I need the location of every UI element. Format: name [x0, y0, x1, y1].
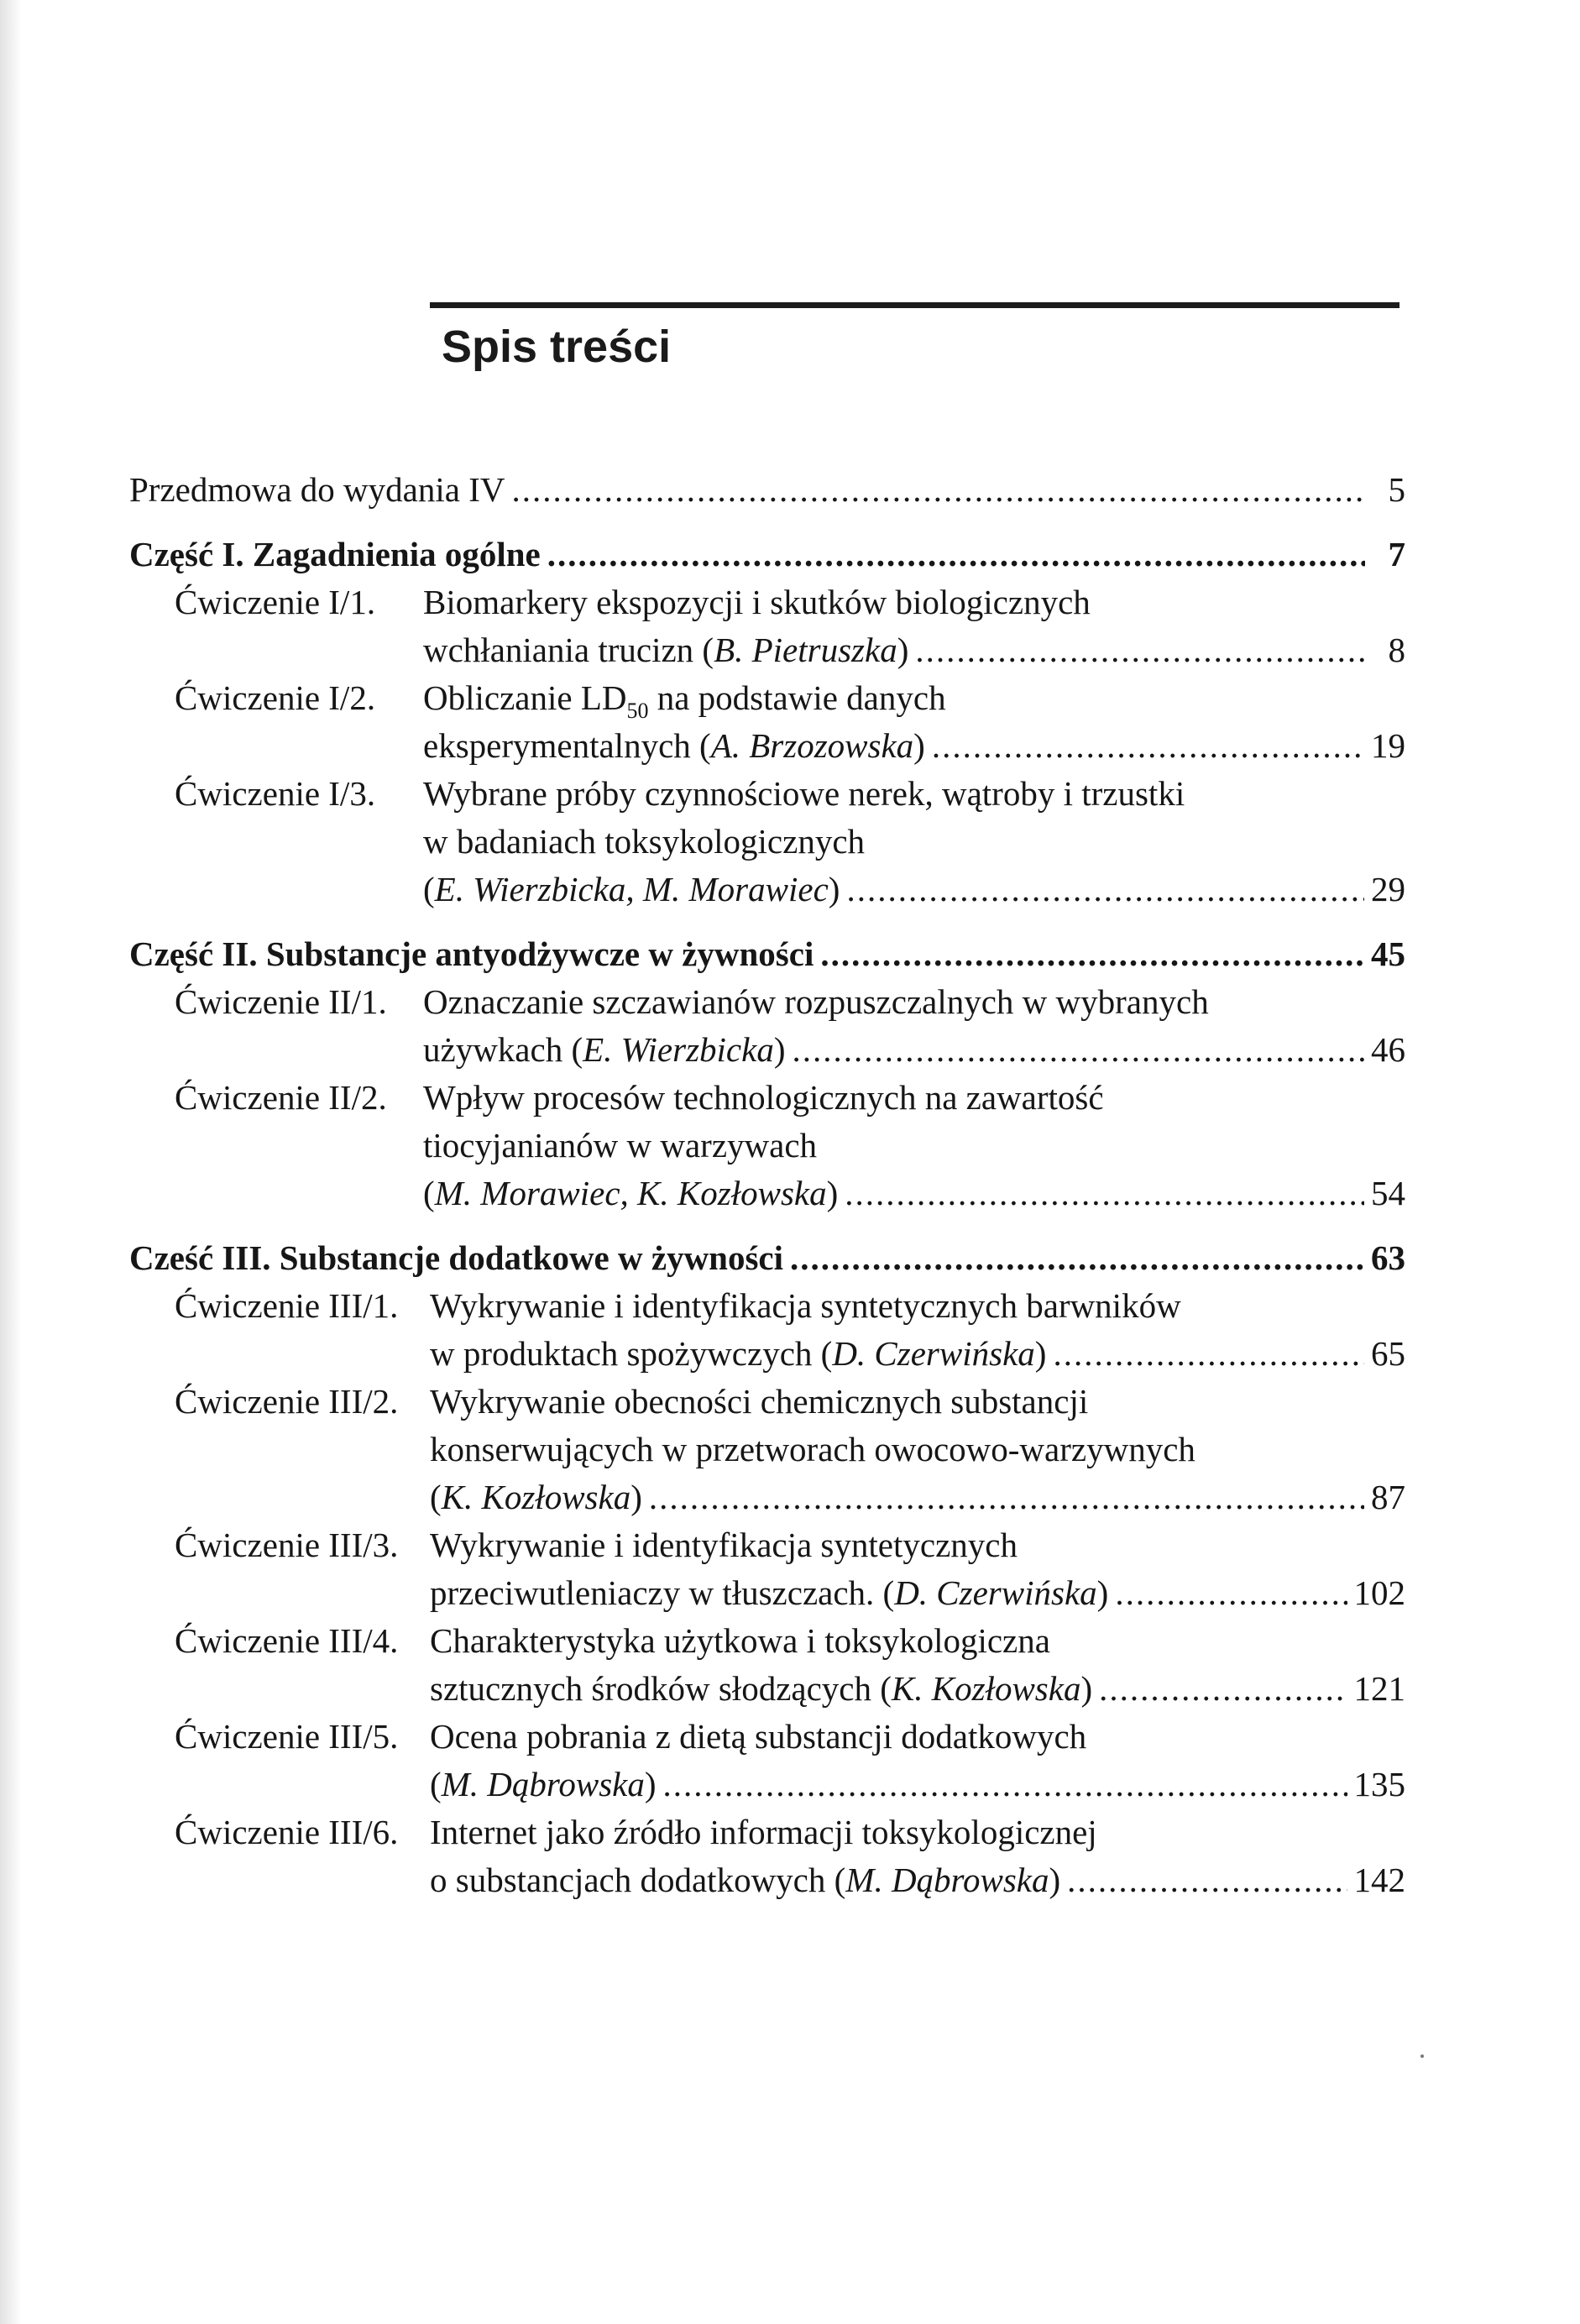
- exercise-label: Ćwiczenie I/2.: [175, 678, 376, 717]
- toc-part-2[interactable]: [129, 930, 1405, 978]
- exercise-label: Ćwiczenie III/2.: [175, 1382, 399, 1421]
- scan-speck: [1420, 2054, 1424, 2058]
- exercise-title-line: (E. Wierzbicka, M. Morawiec): [423, 870, 840, 908]
- toc-page-number: 54: [1371, 1174, 1405, 1212]
- exercise-author: K. Kozłowska: [891, 1669, 1081, 1708]
- exercise-author: B. Pietruszka: [714, 631, 897, 669]
- exercise-label: Ćwiczenie II/1.: [175, 982, 387, 1021]
- toc-exercise-3-1[interactable]: [129, 1282, 1405, 1378]
- exercise-title-line: sztucznych środków słodzących (K. Kozłowska): [430, 1669, 1093, 1708]
- leader-dots: [649, 1473, 1364, 1521]
- leader-dots: [790, 1234, 1364, 1282]
- toc-page-number: 102: [1353, 1573, 1405, 1612]
- leader-dots: [846, 866, 1364, 913]
- exercise-author: M. Dąbrowska: [845, 1861, 1049, 1899]
- toc-exercise-2-2[interactable]: [129, 1074, 1405, 1217]
- exercise-title-line: wchłaniania trucizn (B. Pietruszka): [423, 631, 909, 669]
- exercise-title-line: (M. Dąbrowska): [430, 1765, 657, 1803]
- exercise-title-line: o substancjach dodatkowych (M. Dąbrowska): [430, 1861, 1061, 1899]
- page-edge-shadow: [0, 0, 22, 2324]
- leader-dots: [932, 722, 1364, 770]
- table-of-contents: [129, 466, 1405, 1904]
- leader-dots: [1115, 1569, 1347, 1617]
- exercise-label: Ćwiczenie I/1.: [175, 583, 376, 621]
- exercise-label: Ćwiczenie I/3.: [175, 774, 376, 813]
- exercise-author: E. Wierzbicka, M. Morawiec: [434, 870, 829, 908]
- toc-exercise-1-2[interactable]: [129, 674, 1405, 770]
- toc-exercise-3-5[interactable]: [129, 1713, 1405, 1808]
- toc-part-title: Część I. Zagadnienia ogólne: [129, 535, 541, 573]
- toc-page-number: 5: [1388, 470, 1405, 509]
- exercise-title-line: tiocyjanianów w warzywach: [423, 1126, 818, 1165]
- leader-dots: [845, 1170, 1364, 1217]
- toc-page-number: 46: [1371, 1030, 1405, 1069]
- exercise-label: Ćwiczenie III/6.: [175, 1813, 399, 1851]
- exercise-title-line: Wykrywanie obecności chemicznych substancji: [430, 1382, 1089, 1421]
- toc-page-number: 65: [1371, 1334, 1405, 1373]
- exercise-title-line: Obliczanie $LD_{50}$ na podstawie danych: [423, 678, 946, 723]
- page-title: Spis treści: [442, 322, 672, 372]
- exercise-title-line: Biomarkery ekspozycji i skutków biologicznych: [423, 583, 1091, 621]
- toc-page-number: 7: [1388, 535, 1405, 573]
- exercise-title-line: przeciwutleniaczy w tłuszczach. (D. Czerwińska): [430, 1573, 1109, 1612]
- toc-page-number: 121: [1353, 1669, 1405, 1708]
- exercise-title-line: (K. Kozłowska): [430, 1478, 642, 1516]
- toc-part-1[interactable]: [129, 531, 1405, 578]
- leader-dots: [1099, 1665, 1347, 1713]
- leader-dots: [547, 531, 1365, 578]
- exercise-title-line: w produktach spożywczych (D. Czerwińska): [430, 1334, 1047, 1373]
- toc-page-number: 29: [1371, 870, 1405, 908]
- exercise-title-line: Wykrywanie i identyfikacja syntetycznych: [430, 1526, 1018, 1564]
- toc-page-number: 19: [1371, 726, 1405, 765]
- toc-exercise-1-1[interactable]: [129, 578, 1405, 674]
- toc-exercise-3-6[interactable]: [129, 1808, 1405, 1904]
- toc-page-number: 45: [1371, 934, 1405, 973]
- exercise-author: M. Morawiec, K. Kozłowska: [434, 1174, 827, 1212]
- toc-exercise-2-1[interactable]: [129, 978, 1405, 1074]
- toc-exercise-3-4[interactable]: [129, 1617, 1405, 1713]
- exercise-author: D. Czerwińska: [832, 1334, 1035, 1373]
- exercise-title-line: (M. Morawiec, K. Kozłowska): [423, 1174, 839, 1212]
- exercise-title-line: w badaniach toksykologicznych: [423, 822, 866, 861]
- leader-dots: [511, 466, 1365, 514]
- title-rule: [430, 302, 1400, 308]
- leader-dots: [820, 930, 1364, 978]
- toc-page-number: 142: [1353, 1861, 1405, 1899]
- leader-dots: [663, 1761, 1347, 1808]
- toc-page-number: 135: [1353, 1765, 1405, 1803]
- exercise-title-line: Wykrywanie i identyfikacja syntetycznych barwników: [430, 1286, 1181, 1325]
- toc-entry-preface[interactable]: [129, 466, 1405, 514]
- toc-page-number: 63: [1371, 1238, 1405, 1277]
- exercise-label: Ćwiczenie III/1.: [175, 1286, 399, 1325]
- exercise-title-line: Internet jako źródło informacji toksykologicznej: [430, 1813, 1097, 1851]
- exercise-author: M. Dąbrowska: [441, 1765, 645, 1803]
- exercise-label: Ćwiczenie III/4.: [175, 1621, 399, 1660]
- exercise-label: Ćwiczenie III/5.: [175, 1717, 399, 1756]
- exercise-label: Ćwiczenie III/3.: [175, 1526, 399, 1564]
- toc-exercise-1-3[interactable]: [129, 770, 1405, 913]
- toc-entry-text: Przedmowa do wydania IV: [129, 470, 505, 509]
- leader-dots: [1053, 1330, 1364, 1378]
- leader-dots: [1067, 1856, 1347, 1904]
- leader-dots: [793, 1026, 1365, 1074]
- exercise-title-line: eksperymentalnych (A. Brzozowska): [423, 726, 925, 765]
- exercise-title-line: konserwujących w przetworach owocowo-warzywnych: [430, 1430, 1195, 1468]
- toc-page-number: 8: [1388, 631, 1405, 669]
- toc-exercise-3-2[interactable]: [129, 1378, 1405, 1521]
- exercise-title-line: Wybrane próby czynnościowe nerek, wątroby i trzustki: [423, 774, 1185, 813]
- toc-part-title: Część II. Substancje antyodżywcze w żywności: [129, 934, 814, 973]
- exercise-author: A. Brzozowska: [710, 726, 914, 765]
- exercise-author: D. Czerwińska: [894, 1573, 1097, 1612]
- exercise-title-line: Wpływ procesów technologicznych na zawartość: [423, 1078, 1104, 1117]
- toc-exercise-3-3[interactable]: [129, 1521, 1405, 1617]
- leader-dots: [915, 626, 1365, 674]
- subscript-50: 50: [626, 699, 649, 723]
- exercise-author: K. Kozłowska: [441, 1478, 631, 1516]
- exercise-title-line: Charakterystyka użytkowa i toksykologiczna: [430, 1621, 1050, 1660]
- toc-part-3[interactable]: [129, 1234, 1405, 1282]
- toc-part-title: Cześć III. Substancje dodatkowe w żywności: [129, 1238, 784, 1277]
- exercise-title-line: Oznaczanie szczawianów rozpuszczalnych w wybranych: [423, 982, 1209, 1021]
- toc-page-number: 87: [1371, 1478, 1405, 1516]
- exercise-title-line: używkach (E. Wierzbicka): [423, 1030, 786, 1069]
- exercise-author: E. Wierzbicka: [583, 1030, 774, 1069]
- exercise-title-line: Ocena pobrania z dietą substancji dodatkowych: [430, 1717, 1087, 1756]
- exercise-label: Ćwiczenie II/2.: [175, 1078, 387, 1117]
